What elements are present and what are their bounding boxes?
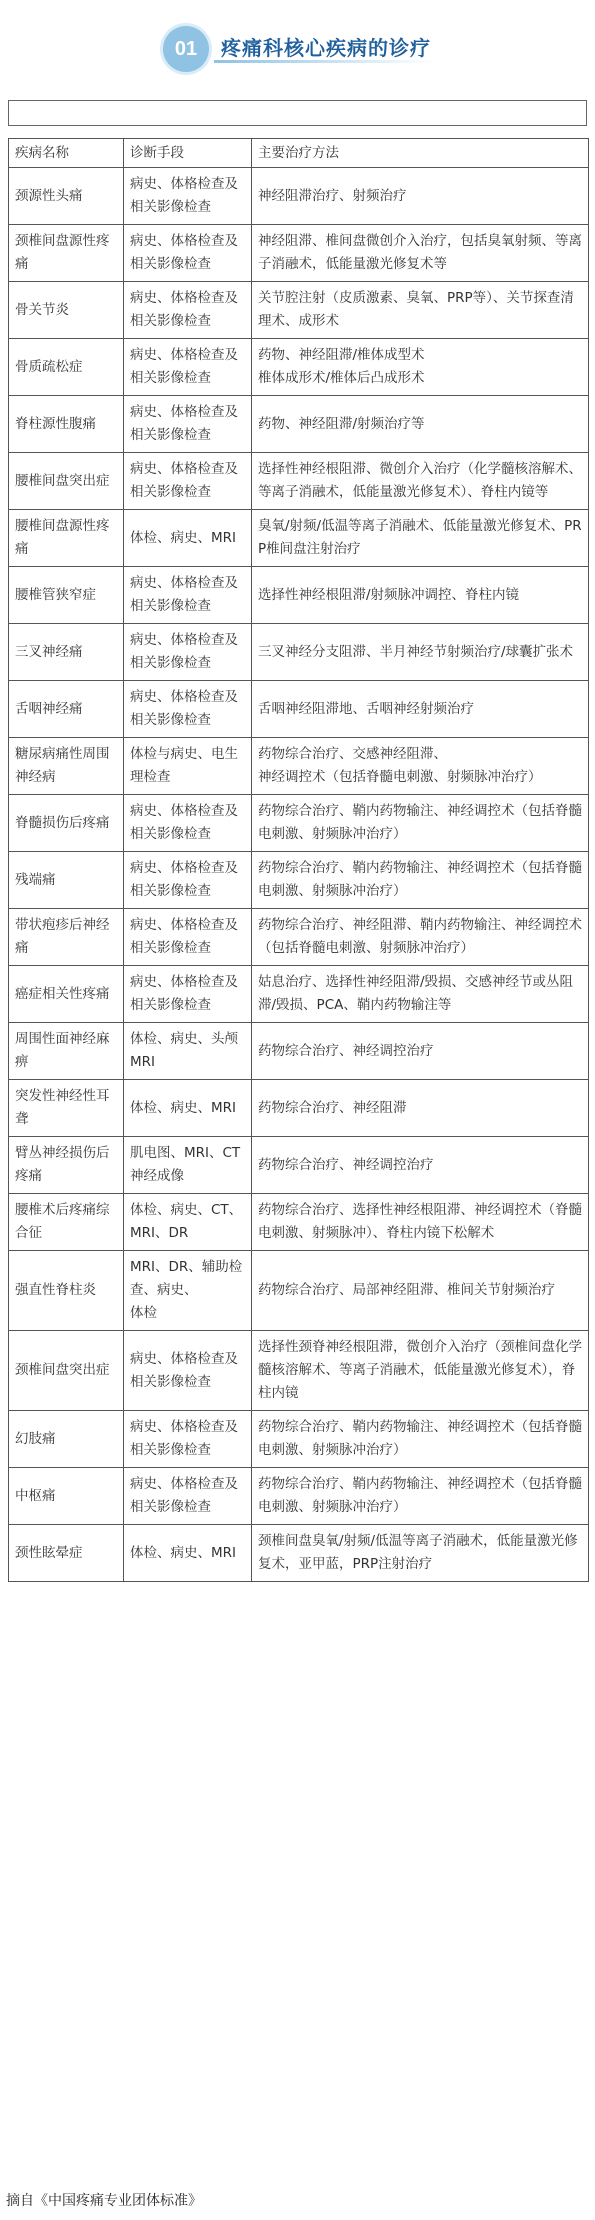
diagnosis-cell: 病史、体格检查及相关影像检查 xyxy=(124,1331,252,1411)
disease-name-cell: 三叉神经痛 xyxy=(9,624,124,681)
treatment-cell: 药物综合治疗、鞘内药物输注、神经调控术（包括脊髓电刺激、射频脉冲治疗） xyxy=(252,795,589,852)
treatment-cell: 药物、神经阻滞/椎体成型术 椎体成形术/椎体后凸成形术 xyxy=(252,339,589,396)
diagnosis-cell: 体检、病史、CT、MRI、DR xyxy=(124,1194,252,1251)
section-title: 疼痛科核心疾病的诊疗 xyxy=(221,36,431,60)
diagnosis-cell: 病史、体格检查及相关影像检查 xyxy=(124,1411,252,1468)
table-row xyxy=(9,966,589,1023)
table-row xyxy=(9,282,589,339)
treatment-cell: 选择性神经根阻滞/射频脉冲调控、脊柱内镜 xyxy=(252,567,589,624)
treatment-cell: 药物综合治疗、鞘内药物输注、神经调控术（包括脊髓电刺激、射频脉冲治疗） xyxy=(252,1411,589,1468)
table-row xyxy=(9,168,589,225)
disease-name-cell: 颈椎间盘源性疼痛 xyxy=(9,225,124,282)
treatment-cell: 姑息治疗、选择性神经阻滞/毁损、交感神经节或丛阻滞/毁损、PCA、鞘内药物输注等 xyxy=(252,966,589,1023)
table-row xyxy=(9,852,589,909)
diagnosis-cell: MRI、DR、辅助检查、病史、 体检 xyxy=(124,1251,252,1331)
diagnosis-cell: 病史、体格检查及相关影像检查 xyxy=(124,339,252,396)
treatment-cell: 神经阻滞治疗、射频治疗 xyxy=(252,168,589,225)
table-row xyxy=(9,1411,589,1468)
column-header-treatment: 主要治疗方法 xyxy=(252,139,589,168)
diagnosis-cell: 病史、体格检查及相关影像检查 xyxy=(124,282,252,339)
table-row xyxy=(9,339,589,396)
treatment-cell: 药物综合治疗、神经调控治疗 xyxy=(252,1023,589,1080)
treatment-cell: 三叉神经分支阻滞、半月神经节射频治疗/球囊扩张术 xyxy=(252,624,589,681)
treatment-cell: 药物综合治疗、交感神经阻滞、 神经调控术（包括脊髓电刺激、射频脉冲治疗） xyxy=(252,738,589,795)
disease-name-cell: 骨关节炎 xyxy=(9,282,124,339)
treatment-cell: 颈椎间盘臭氧/射频/低温等离子消融术，低能量激光修复术，亚甲蓝，PRP注射治疗 xyxy=(252,1525,589,1582)
treatment-cell: 药物综合治疗、鞘内药物输注、神经调控术（包括脊髓电刺激、射频脉冲治疗） xyxy=(252,852,589,909)
diagnosis-cell: 病史、体格检查及相关影像检查 xyxy=(124,225,252,282)
table-row xyxy=(9,510,589,567)
treatment-cell: 神经阻滞、椎间盘微创介入治疗，包括臭氧射频、等离子消融术，低能量激光修复术等 xyxy=(252,225,589,282)
table-row xyxy=(9,1251,589,1331)
disease-name-cell: 周围性面神经麻痹 xyxy=(9,1023,124,1080)
diagnosis-cell: 体检与病史、电生理检查 xyxy=(124,738,252,795)
table-row xyxy=(9,396,589,453)
diagnosis-cell: 肌电图、MRI、CT神经成像 xyxy=(124,1137,252,1194)
disease-name-cell: 腰椎术后疼痛综合征 xyxy=(9,1194,124,1251)
column-header-diagnosis: 诊断手段 xyxy=(124,139,252,168)
treatment-cell: 关节腔注射（皮质激素、臭氧、PRP等）、关节探查清理术、成形术 xyxy=(252,282,589,339)
disease-name-cell: 带状疱疹后神经痛 xyxy=(9,909,124,966)
diagnosis-cell: 病史、体格检查及相关影像检查 xyxy=(124,966,252,1023)
treatment-cell: 药物综合治疗、神经阻滞、鞘内药物输注、神经调控术（包括脊髓电刺激、射频脉冲治疗） xyxy=(252,909,589,966)
diagnosis-cell: 体检、病史、MRI xyxy=(124,1080,252,1137)
treatment-cell: 选择性颈脊神经根阻滞，微创介入治疗（颈椎间盘化学髓核溶解术、等离子消融术，低能量激光修复术），脊柱内镜 xyxy=(252,1331,589,1411)
table-row xyxy=(9,1468,589,1525)
column-header-disease: 疾病名称 xyxy=(9,139,124,168)
disease-name-cell: 骨质疏松症 xyxy=(9,339,124,396)
table-row xyxy=(9,1525,589,1582)
diagnosis-cell: 体检、病史、头颅MRI xyxy=(124,1023,252,1080)
treatment-cell: 药物综合治疗、神经阻滞 xyxy=(252,1080,589,1137)
diagnosis-cell: 病史、体格检查及相关影像检查 xyxy=(124,852,252,909)
section-number-badge: 01 xyxy=(163,26,209,72)
table-row xyxy=(9,1194,589,1251)
table-header-row xyxy=(9,139,589,168)
disease-name-cell: 中枢痛 xyxy=(9,1468,124,1525)
disease-name-cell: 舌咽神经痛 xyxy=(9,681,124,738)
table-row xyxy=(9,909,589,966)
treatment-cell: 药物综合治疗、神经调控治疗 xyxy=(252,1137,589,1194)
source-note: 摘自《中国疼痛专业团体标准》 xyxy=(6,2193,202,2209)
table-row xyxy=(9,738,589,795)
treatment-cell: 药物综合治疗、选择性神经根阻滞、神经调控术（脊髓电刺激、射频脉冲）、脊柱内镜下松解术 xyxy=(252,1194,589,1251)
diagnosis-cell: 病史、体格检查及相关影像检查 xyxy=(124,681,252,738)
diagnosis-cell: 病史、体格检查及相关影像检查 xyxy=(124,168,252,225)
table-row xyxy=(9,1023,589,1080)
treatment-cell: 舌咽神经阻滞地、舌咽神经射频治疗 xyxy=(252,681,589,738)
table-row xyxy=(9,681,589,738)
diagnosis-cell: 病史、体格检查及相关影像检查 xyxy=(124,396,252,453)
disease-name-cell: 脊柱源性腹痛 xyxy=(9,396,124,453)
diagnosis-cell: 病史、体格检查及相关影像检查 xyxy=(124,795,252,852)
section-header xyxy=(0,0,595,88)
table-row xyxy=(9,225,589,282)
treatment-cell: 选择性神经根阻滞、微创介入治疗（化学髓核溶解术、等离子消融术，低能量激光修复术）、脊柱内镜等 xyxy=(252,453,589,510)
disease-name-cell: 糖尿病痛性周围神经病 xyxy=(9,738,124,795)
table-row xyxy=(9,1137,589,1194)
treatment-cell: 药物综合治疗、鞘内药物输注、神经调控术（包括脊髓电刺激、射频脉冲治疗） xyxy=(252,1468,589,1525)
treatment-cell: 药物综合治疗、局部神经阻滞、椎间关节射频治疗 xyxy=(252,1251,589,1331)
disease-name-cell: 颈源性头痛 xyxy=(9,168,124,225)
empty-banner-box xyxy=(8,100,587,126)
treatment-cell: 臭氧/射频/低温等离子消融术、低能量激光修复术、PRP椎间盘注射治疗 xyxy=(252,510,589,567)
table-row xyxy=(9,795,589,852)
diagnosis-cell: 病史、体格检查及相关影像检查 xyxy=(124,909,252,966)
diagnosis-cell: 病史、体格检查及相关影像检查 xyxy=(124,624,252,681)
disease-name-cell: 脊髓损伤后疼痛 xyxy=(9,795,124,852)
disease-name-cell: 颈性眩晕症 xyxy=(9,1525,124,1582)
table-row xyxy=(9,453,589,510)
table-body xyxy=(9,168,589,1582)
diagnosis-cell: 病史、体格检查及相关影像检查 xyxy=(124,453,252,510)
disease-name-cell: 臂丛神经损伤后疼痛 xyxy=(9,1137,124,1194)
disease-name-cell: 癌症相关性疼痛 xyxy=(9,966,124,1023)
table-row xyxy=(9,567,589,624)
disease-name-cell: 腰椎间盘源性疼痛 xyxy=(9,510,124,567)
disease-name-cell: 颈椎间盘突出症 xyxy=(9,1331,124,1411)
disease-name-cell: 残端痛 xyxy=(9,852,124,909)
disease-name-cell: 幻肢痛 xyxy=(9,1411,124,1468)
table-row xyxy=(9,1080,589,1137)
treatment-cell: 药物、神经阻滞/射频治疗等 xyxy=(252,396,589,453)
diagnosis-cell: 体检、病史、MRI xyxy=(124,510,252,567)
table-row xyxy=(9,1331,589,1411)
diagnosis-treatment-table xyxy=(8,138,589,1582)
disease-name-cell: 腰椎间盘突出症 xyxy=(9,453,124,510)
diagnosis-cell: 病史、体格检查及相关影像检查 xyxy=(124,1468,252,1525)
diagnosis-cell: 病史、体格检查及相关影像检查 xyxy=(124,567,252,624)
title-underline xyxy=(214,60,434,63)
table-row xyxy=(9,624,589,681)
diagnosis-cell: 体检、病史、MRI xyxy=(124,1525,252,1582)
disease-name-cell: 腰椎管狭窄症 xyxy=(9,567,124,624)
disease-name-cell: 强直性脊柱炎 xyxy=(9,1251,124,1331)
disease-name-cell: 突发性神经性耳聋 xyxy=(9,1080,124,1137)
